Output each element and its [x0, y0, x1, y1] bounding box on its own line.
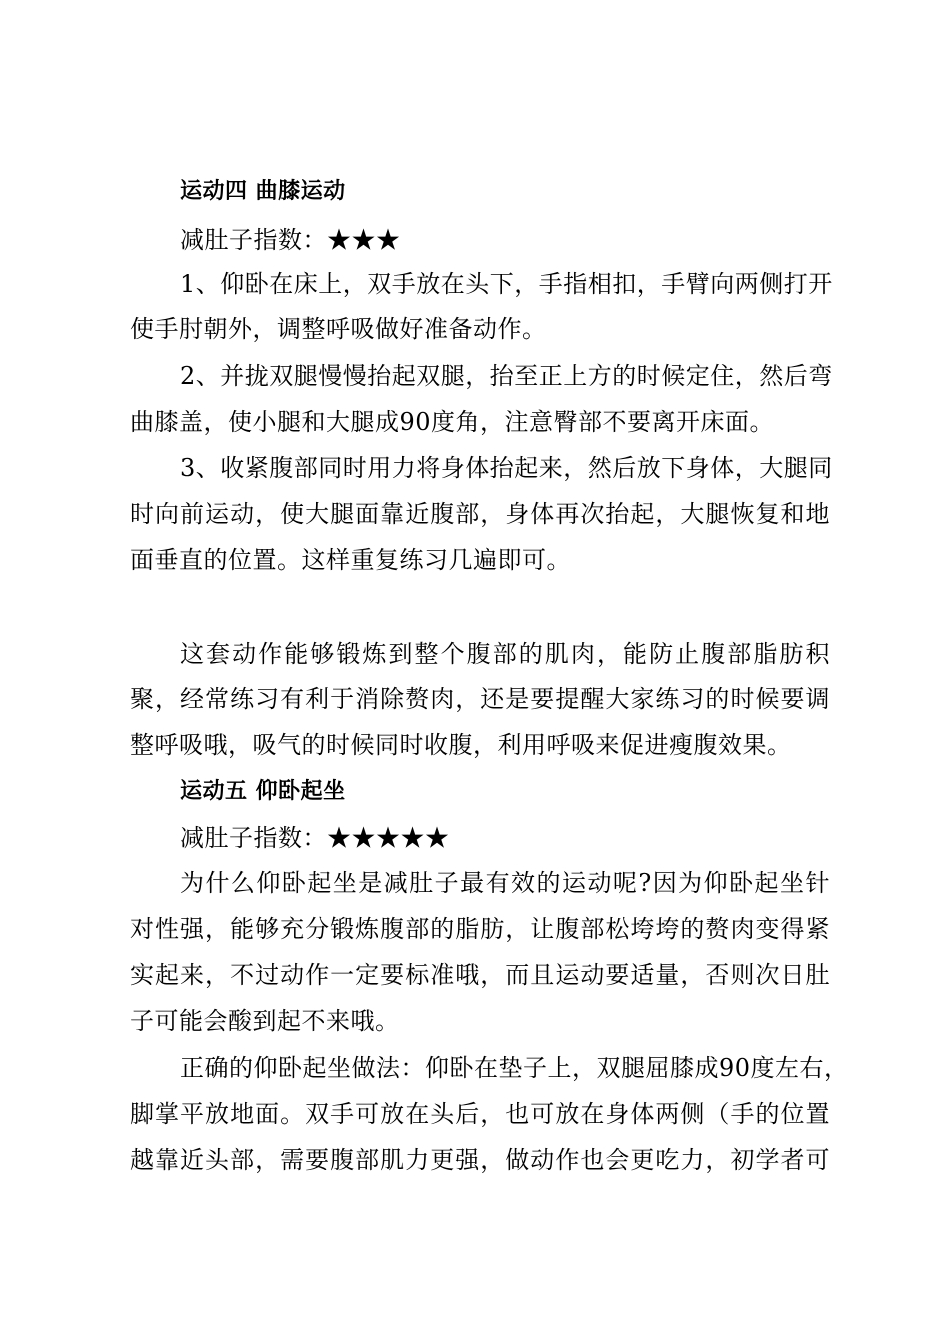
section-heading-5: 运动五 仰卧起坐	[180, 779, 346, 804]
rating-line-4: 减肚子指数：★★★	[180, 226, 401, 254]
paragraph-line: 时向前运动，使大腿面靠近腹部，身体再次抬起，大腿恢复和地	[130, 500, 830, 528]
paragraph-line: 子可能会酸到起不来哦。	[130, 1007, 400, 1035]
paragraph-line: 使手肘朝外，调整呼吸做好准备动作。	[130, 315, 547, 343]
paragraph-line: 1、仰卧在床上，双手放在头下，手指相扣，手臂向两侧打开	[180, 270, 833, 298]
summary-line: 这套动作能够锻炼到整个腹部的肌肉，能防止腹部脂肪积	[180, 640, 830, 668]
paragraph-line: 实起来，不过动作一定要标准哦，而且运动要适量，否则次日肚	[130, 961, 830, 989]
section-heading-4: 运动四 曲膝运动	[180, 179, 346, 204]
paragraph-line: 为什么仰卧起坐是减肚子最有效的运动呢?因为仰卧起坐针	[180, 869, 830, 897]
rating-line-5: 减肚子指数：★★★★★	[180, 824, 450, 852]
paragraph-line: 对性强，能够充分锻炼腹部的脂肪，让腹部松垮垮的赘肉变得紧	[130, 915, 830, 943]
paragraph-line: 2、并拢双腿慢慢抬起双腿，抬至正上方的时候定住，然后弯	[180, 362, 833, 390]
paragraph-line: 越靠近头部，需要腹部肌力更强，做动作也会更吃力，初学者可	[130, 1146, 830, 1174]
paragraph-line: 曲膝盖，使小腿和大腿成90度角，注意臀部不要离开床面。	[130, 408, 775, 436]
paragraph-line: 3、收紧腹部同时用力将身体抬起来，然后放下身体，大腿同	[180, 454, 833, 482]
paragraph-line: 脚掌平放地面。双手可放在头后，也可放在身体两侧（手的位置	[130, 1100, 830, 1128]
summary-line: 整呼吸哦，吸气的时候同时收腹，利用呼吸来促进瘦腹效果。	[130, 731, 792, 759]
summary-line: 聚，经常练习有利于消除赘肉，还是要提醒大家练习的时候要调	[130, 685, 830, 713]
paragraph-line: 正确的仰卧起坐做法：仰卧在垫子上，双腿屈膝成90度左右，	[180, 1054, 849, 1082]
paragraph-line: 面垂直的位置。这样重复练习几遍即可。	[130, 546, 571, 574]
